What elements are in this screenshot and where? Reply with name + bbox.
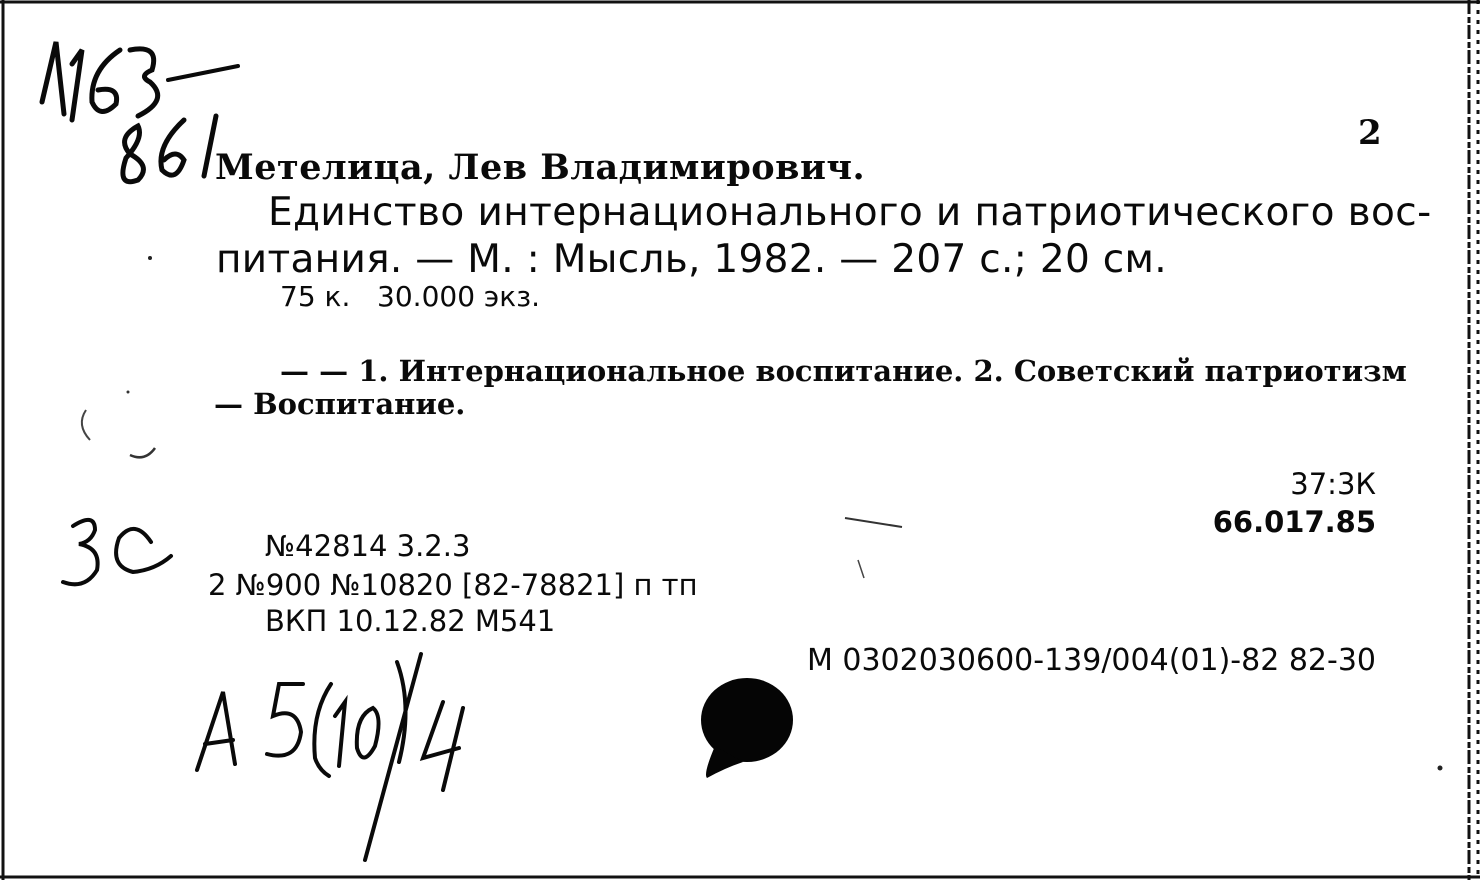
handwritten-cipher xyxy=(185,650,495,870)
punch-hole xyxy=(695,676,805,786)
registration-line-3: ВКП 10.12.82 М541 xyxy=(265,604,556,638)
author-heading: Метелица, Лев Владимирович. xyxy=(215,147,866,188)
publisher-code: М 0302030600-139/004(01)-82 82-30 xyxy=(806,643,1376,678)
registration-line-1: №42814 3.2.3 xyxy=(265,529,471,563)
card-number: 2 xyxy=(1358,113,1382,153)
subject-headings-line-2: — Воспитание. xyxy=(214,387,466,421)
classification-bbk: 66.017.85 xyxy=(1212,505,1376,539)
title-line-2: питания. — М. : Мысль, 1982. — 207 с.; 20 см. xyxy=(216,237,1167,282)
handwritten-location xyxy=(55,508,185,598)
subject-headings-line-1: — — 1. Интернациональное воспитание. 2. Советский патриотизм xyxy=(280,354,1407,388)
classification-udc: 37:3К xyxy=(1290,467,1376,501)
title-line-1: Единство интернационального и патриотического вос- xyxy=(268,190,1432,235)
registration-line-2: 2 №900 №10820 [82-78821] п тп xyxy=(208,568,698,602)
price-and-print-run: 75 к. 30.000 экз. xyxy=(280,280,540,313)
